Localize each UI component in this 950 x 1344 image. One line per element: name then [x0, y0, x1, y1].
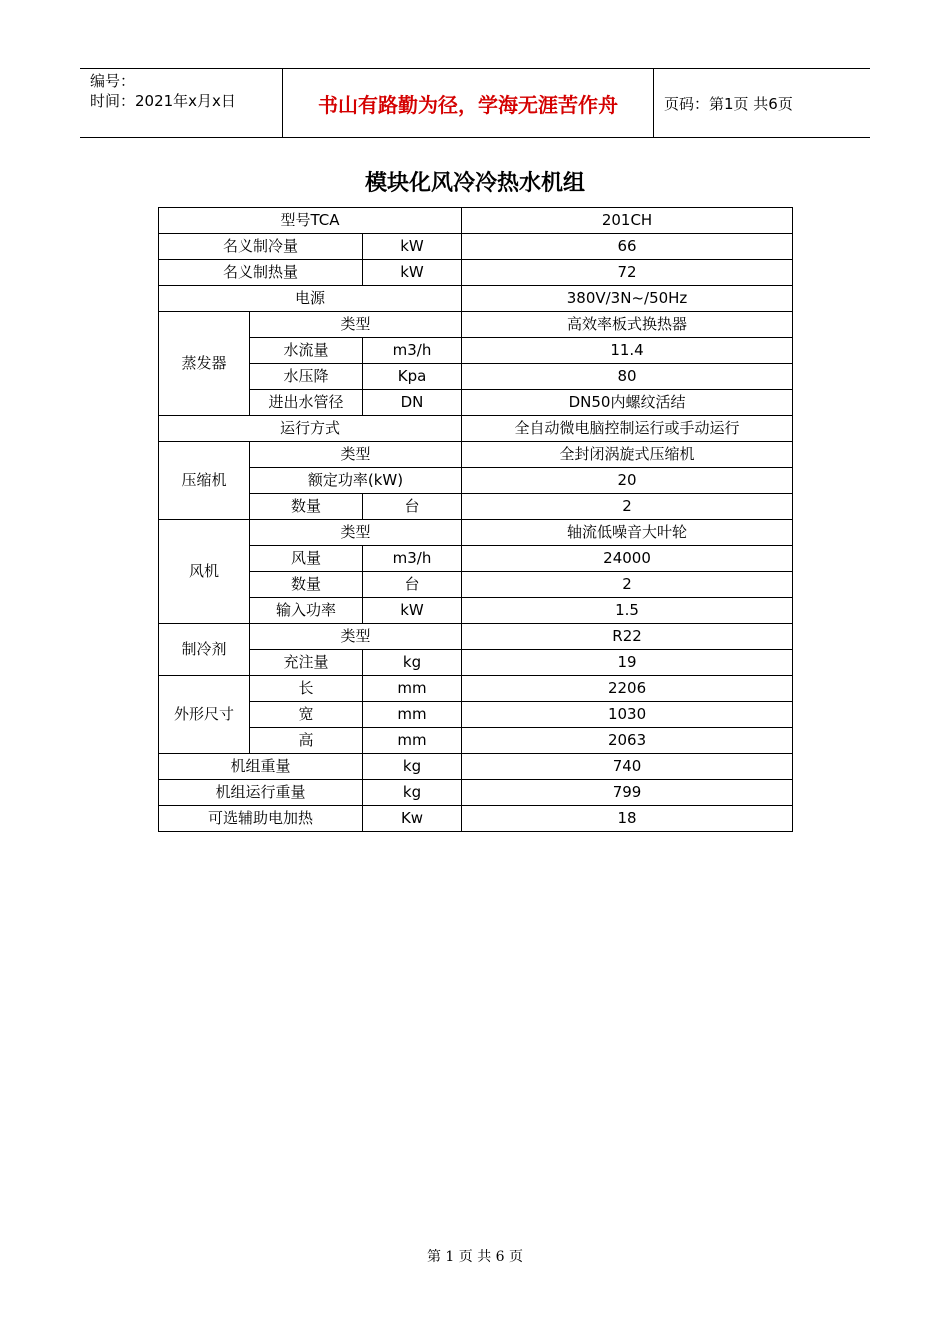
table-row — [159, 754, 793, 780]
dimensions-width-value: 1030 — [462, 702, 793, 728]
page-header — [80, 68, 870, 138]
dimensions-width-unit: mm — [363, 702, 462, 728]
compressor-type-value: 全封闭涡旋式压缩机 — [462, 442, 793, 468]
compressor-group: 压缩机 — [159, 442, 250, 520]
evaporator-group: 蒸发器 — [159, 312, 250, 416]
evaporator-drop-value: 80 — [462, 364, 793, 390]
document-number: 编号： — [90, 72, 136, 90]
table-row — [159, 572, 793, 598]
power-label: 电源 — [159, 286, 462, 312]
weight-unit: kg — [363, 754, 462, 780]
model-value: 201CH — [462, 208, 793, 234]
compressor-power-label: 额定功率(kW) — [250, 468, 462, 494]
dimensions-height-value: 2063 — [462, 728, 793, 754]
operation-value: 全自动微电脑控制运行或手动运行 — [462, 416, 793, 442]
heater-value: 18 — [462, 806, 793, 832]
table-row — [159, 728, 793, 754]
table-row — [159, 676, 793, 702]
table-row — [159, 624, 793, 650]
table-row — [159, 286, 793, 312]
run-weight-unit: kg — [363, 780, 462, 806]
heater-label: 可选辅助电加热 — [159, 806, 363, 832]
operation-label: 运行方式 — [159, 416, 462, 442]
compressor-type-label: 类型 — [250, 442, 462, 468]
table-row — [159, 702, 793, 728]
table-row — [159, 442, 793, 468]
heating-label: 名义制热量 — [159, 260, 363, 286]
spec-table — [158, 207, 793, 832]
fan-type-label: 类型 — [250, 520, 462, 546]
cooling-label: 名义制冷量 — [159, 234, 363, 260]
fan-input-label: 输入功率 — [250, 598, 363, 624]
evaporator-type-label: 类型 — [250, 312, 462, 338]
table-row — [159, 650, 793, 676]
table-row — [159, 260, 793, 286]
refrigerant-group: 制冷剂 — [159, 624, 250, 676]
header-meta — [80, 69, 282, 137]
table-row — [159, 234, 793, 260]
evaporator-pipe-unit: DN — [363, 390, 462, 416]
table-row — [159, 390, 793, 416]
evaporator-pipe-label: 进出水管径 — [250, 390, 363, 416]
fan-count-value: 2 — [462, 572, 793, 598]
heating-value: 72 — [462, 260, 793, 286]
model-label: 型号TCA — [159, 208, 462, 234]
evaporator-flow-unit: m3/h — [363, 338, 462, 364]
table-row — [159, 312, 793, 338]
dimensions-group: 外形尺寸 — [159, 676, 250, 754]
table-row — [159, 806, 793, 832]
dimensions-width-label: 宽 — [250, 702, 363, 728]
cooling-value: 66 — [462, 234, 793, 260]
compressor-count-label: 数量 — [250, 494, 363, 520]
dimensions-height-label: 高 — [250, 728, 363, 754]
fan-air-unit: m3/h — [363, 546, 462, 572]
dimensions-length-label: 长 — [250, 676, 363, 702]
dimensions-length-value: 2206 — [462, 676, 793, 702]
fan-group: 风机 — [159, 520, 250, 624]
compressor-count-unit: 台 — [363, 494, 462, 520]
compressor-count-value: 2 — [462, 494, 793, 520]
fan-count-unit: 台 — [363, 572, 462, 598]
refrigerant-charge-label: 充注量 — [250, 650, 363, 676]
weight-value: 740 — [462, 754, 793, 780]
table-row — [159, 546, 793, 572]
dimensions-height-unit: mm — [363, 728, 462, 754]
run-weight-label: 机组运行重量 — [159, 780, 363, 806]
evaporator-drop-label: 水压降 — [250, 364, 363, 390]
header-motto: 书山有路勤为径，学海无涯苦作舟 — [282, 69, 654, 137]
table-row — [159, 208, 793, 234]
heater-unit: Kw — [363, 806, 462, 832]
table-row — [159, 416, 793, 442]
fan-air-label: 风量 — [250, 546, 363, 572]
fan-air-value: 24000 — [462, 546, 793, 572]
refrigerant-charge-value: 19 — [462, 650, 793, 676]
refrigerant-type-label: 类型 — [250, 624, 462, 650]
refrigerant-type-value: R22 — [462, 624, 793, 650]
table-row — [159, 338, 793, 364]
dimensions-length-unit: mm — [363, 676, 462, 702]
evaporator-type-value: 高效率板式换热器 — [462, 312, 793, 338]
evaporator-pipe-value: DN50内螺纹活结 — [462, 390, 793, 416]
run-weight-value: 799 — [462, 780, 793, 806]
compressor-power-value: 20 — [462, 468, 793, 494]
table-row — [159, 494, 793, 520]
heating-unit: kW — [363, 260, 462, 286]
document-time: 时间：2021年x月x日 — [90, 92, 236, 110]
page-title: 模块化风冷冷热水机组 — [364, 170, 585, 196]
table-row — [159, 364, 793, 390]
table-row — [159, 598, 793, 624]
refrigerant-charge-unit: kg — [363, 650, 462, 676]
header-page-info: 页码：第1页 共6页 — [664, 94, 793, 113]
fan-input-unit: kW — [363, 598, 462, 624]
cooling-unit: kW — [363, 234, 462, 260]
page-footer: 第 1 页 共 6 页 — [426, 1249, 524, 1265]
table-row — [159, 780, 793, 806]
evaporator-flow-value: 11.4 — [462, 338, 793, 364]
fan-count-label: 数量 — [250, 572, 363, 598]
table-row — [159, 520, 793, 546]
power-value: 380V/3N~/50Hz — [462, 286, 793, 312]
table-row — [159, 468, 793, 494]
evaporator-drop-unit: Kpa — [363, 364, 462, 390]
evaporator-flow-label: 水流量 — [250, 338, 363, 364]
weight-label: 机组重量 — [159, 754, 363, 780]
fan-input-value: 1.5 — [462, 598, 793, 624]
fan-type-value: 轴流低噪音大叶轮 — [462, 520, 793, 546]
